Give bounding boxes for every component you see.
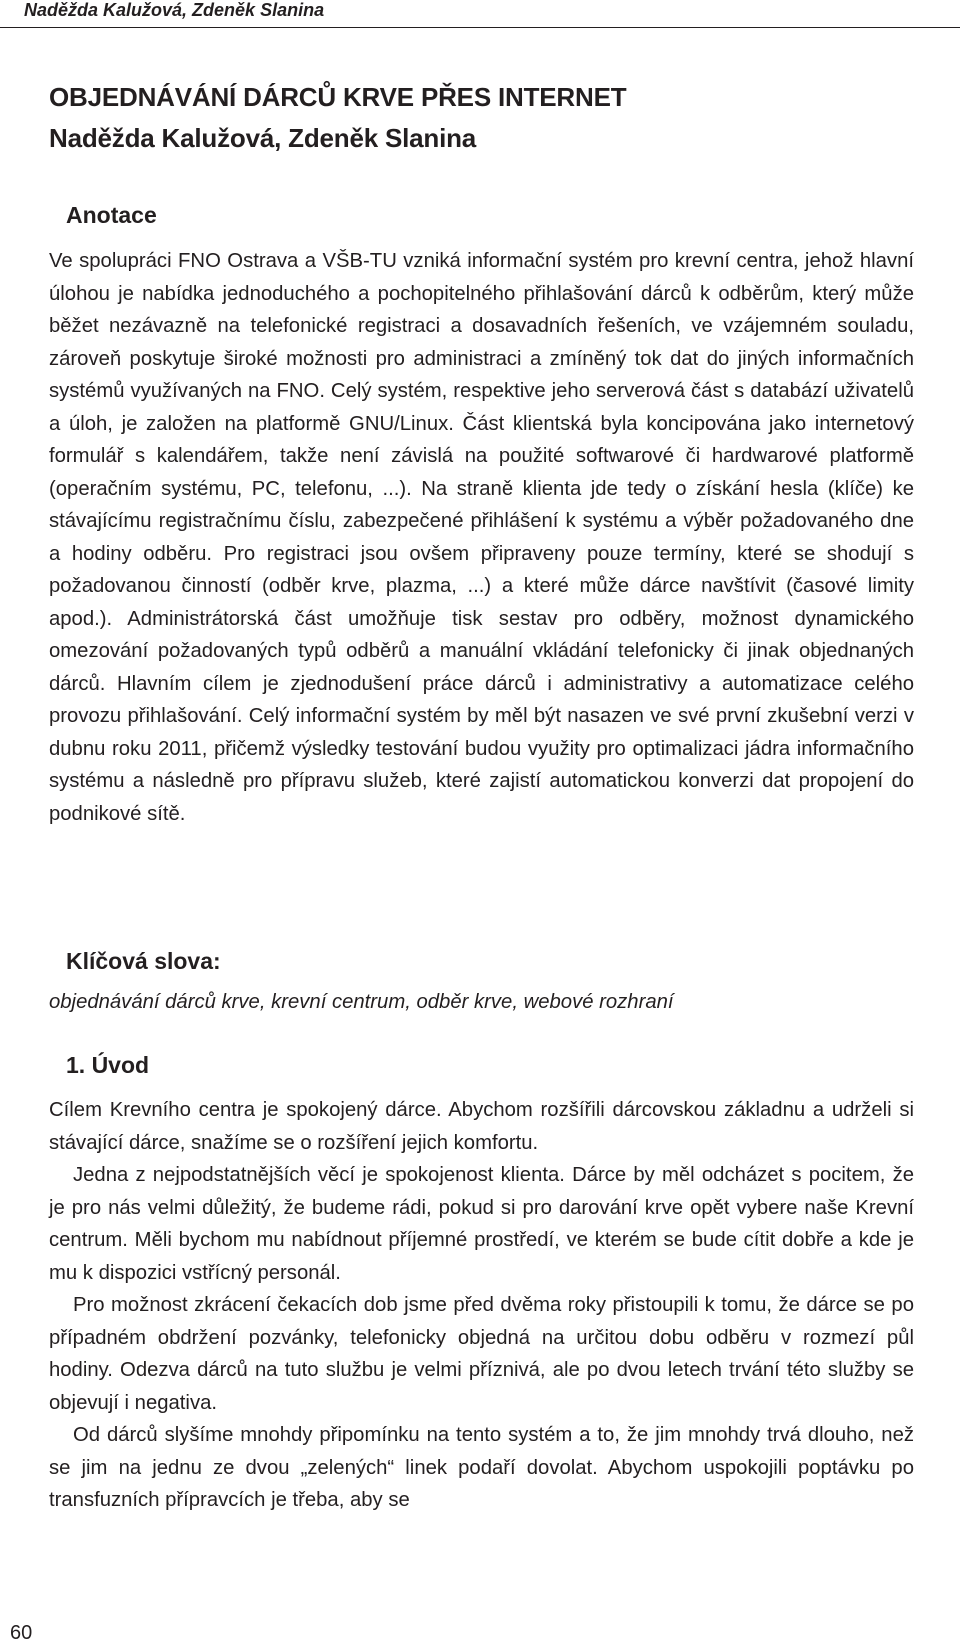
abstract-heading: Anotace (66, 202, 157, 228)
page-number: 60 (10, 1622, 33, 1644)
article-authors: Naděžda Kalužová, Zdeněk Slanina (49, 123, 477, 153)
intro-paragraph-4: Od dárců slyšíme mnohdy připomínku na tento systém a to, že jim mnohdy trvá dlouho, než se jim na jednu ze dvou „zelených“ linek podaří dovolat. Abychom uspokojili poptávku po transfuzních přípravcích je třeba, aby se (49, 1424, 914, 1511)
keywords-text: objednávání dárců krve, krevní centrum, odběr krve, webové rozhraní (49, 991, 674, 1013)
section-heading-intro: 1. Úvod (66, 1052, 150, 1078)
article-title: OBJEDNÁVÁNÍ DÁRCŮ KRVE PŘES INTERNET (49, 82, 627, 112)
abstract-text: Ve spolupráci FNO Ostrava a VŠB-TU vzniká informační systém pro krevní centra, jehož hlavní úlohou je nabídka jednoduchého a pochopitelného přihlašování dárců k odběrům, který může běžet nezávazně na telefonické registraci a dosavadních řešeních, ve vzájemném souladu, zároveň poskytuje široké možnosti pro administraci a zmíněný tok dat do jiných informačních systémů využívaných na FNO. Celý systém, respektive jeho serverová část s databází uživatelů a úloh, je založen na platformě GNU/Linux. Část klientská byla koncipována jako internetový formulář s kalendářem, takže není závislá na použité softwarové či hardwarové platformě (operačním systému, PC, telefonu, ...). Na straně klienta jde tedy o získání hesla (klíče) ke stávajícímu registračnímu číslu, zabezpečené přihlášení k systému a výběr požadovaného dne a hodiny odběru. Pro registraci jsou ovšem připraveny pouze termíny, které se shodují s požadovanou činností (odběr krve, plazma, ...) a které může dárce navštívit (časové limity apod.). Administrátorská část umožňuje tisk sestav pro odběry, možnost dynamického omezování požadovaných typů odběrů a manuální vkládání telefonicky či jinak objednaných dárců. Hlavním cílem je zjednodušení práce dárců i administrativy a automatizace celého provozu přihlašování. Celý informační systém by měl být nasazen ve své první zkušební verzi v dubnu roku 2011, přičemž výsledky testování budou využity pro optimalizaci jádra informačního systému a následně pro přípravu služeb, které zajistí automatickou konverzi dat propojení do podnikové sítě. (49, 250, 914, 825)
intro-paragraph-1: Cílem Krevního centra je spokojený dárce. Abychom rozšířili dárcovskou základnu a udrželi si stávající dárce, snažíme se o rozšíření jejich komfortu. (49, 1099, 914, 1154)
intro-paragraph-3: Pro možnost zkrácení čekacích dob jsme před dvěma roky přistoupili k tomu, že dárce se po případném obdržení pozvánky, telefonicky objedná na určitou dobu odběru v rozmezí půl hodiny. Odezva dárců na tuto službu je velmi příznivá, ale po dvou letech trvání této služby se objevují i negativa. (49, 1294, 914, 1414)
keywords-heading: Klíčová slova: (66, 948, 221, 974)
intro-paragraph-2: Jedna z nejpodstatnějších věcí je spokojenost klienta. Dárce by měl odcházet s pocitem, že je pro nás velmi důležitý, že budeme rádi, pokud si pro darování krve opět vybere naše Krevní centrum. Měli bychom mu nabídnout příjemné prostředí, ve kterém se bude cítit dobře a kde je mu k dispozici vstřícný personál. (49, 1164, 914, 1284)
running-head: Naděžda Kalužová, Zdeněk Slanina (24, 0, 325, 20)
header-rule (0, 27, 960, 28)
